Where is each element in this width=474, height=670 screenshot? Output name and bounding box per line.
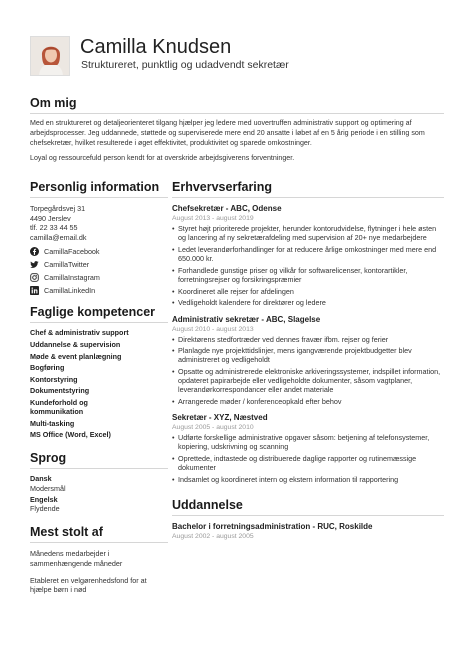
education-degree: Bachelor i forretningsadministration - RUC, Roskilde [172, 522, 373, 532]
skill-item: Multi-tasking [30, 418, 75, 428]
social-facebook[interactable] [30, 245, 168, 258]
section-divider [172, 515, 444, 516]
social-linkedin[interactable] [30, 284, 168, 297]
left-column [30, 180, 168, 595]
job-bullet: • Direktørens stedfortræder ved dennes fravær ifbm. rejser og ferier [172, 335, 444, 344]
skills-list [30, 328, 168, 439]
about-title: Om mig [30, 96, 77, 110]
proud-item: Etableret en velgørenhedsfond for at hjælpe børn i nød [30, 575, 147, 595]
job-entry [172, 315, 444, 407]
proud-title: Mest stolt af [30, 525, 103, 540]
skill-item: Kundeforhold og kommunikation [30, 397, 88, 417]
section-divider [30, 197, 168, 198]
email-address[interactable]: camilla@email.dk [30, 232, 87, 242]
social-twitter[interactable] [30, 258, 168, 271]
language-entry [30, 474, 168, 492]
language-level: Flydende [30, 503, 60, 513]
education-entry [172, 522, 444, 541]
resume-header [30, 36, 450, 80]
section-divider [172, 197, 444, 198]
job-bullet: • Opsatte og administrerede elektroniske arkiveringssystemer, indspillet information, opdateret papirarbejde eller vedligeholdte dokumenter, såsom vagtplaner, leverandørkorrespondancer eller andet materiale [172, 367, 444, 394]
social-label: CamillaFacebook [44, 247, 100, 257]
section-divider [30, 113, 444, 114]
headline: Struktureret, punktlig og udadvendt sekretær [81, 59, 289, 71]
personal-info-title: Personlig information [30, 180, 160, 194]
job-bullet: • Styret højt prioriterede projekter, herunder kontorudvidelse, flytninger i hele østen og lancering af ny sekretærafdeling med supervision af 20+ nye medarbejdere [172, 224, 444, 242]
about-paragraph: Med en struktureret og detaljeorienteret tilgang hjælper jeg ledere med uovertruffen administrativ support og optimering af arbejdsprocesser. Jeg uddannede, støttede og superviserede mere end 20 ansatte i løbet af en 5 årig periode i en stilling som chefsekretær, hvilket resulterede i øget effektivitet, produktivitet og sparede omkostninger. [30, 119, 425, 147]
skill-item: Kontorstyring [30, 374, 78, 384]
job-title: Administrativ sekretær - ABC, Slagelse [172, 314, 321, 324]
address-street: Torpegårdsvej 31 [30, 204, 86, 213]
job-bullet: • Udførte forskellige administrative opgaver såsom: betjening af telefonsystemer, kopiering, udskrivning og scanning [172, 433, 444, 451]
social-label: CamillaInstagram [44, 273, 100, 283]
section-divider [30, 468, 168, 469]
job-bullet: • Forhandlede gunstige priser og vilkår for softwarelicenser, kontorartikler, forretningsrejser og forsikringspræmier [172, 266, 444, 284]
skill-item: Bogføring [30, 363, 65, 373]
proud-item: Månedens medarbejder i sammenhængende måneder [30, 549, 123, 568]
profile-photo [30, 36, 70, 76]
education-title: Uddannelse [172, 498, 243, 513]
full-name: Camilla Knudsen [80, 36, 232, 58]
job-date: August 2013 - august 2019 [172, 215, 254, 222]
job-bullets [172, 224, 444, 308]
instagram-icon [30, 273, 39, 282]
social-label: CamillaLinkedIn [44, 286, 96, 296]
job-bullet: • Indsamlet og koordineret intern og ekstern information til rapportering [172, 475, 444, 484]
section-divider [30, 542, 168, 543]
proud-list [30, 549, 168, 595]
language-level: Modersmål [30, 483, 66, 493]
language-name: Dansk [30, 474, 52, 484]
skill-item: Dokumentstyring [30, 386, 90, 396]
languages-list [30, 474, 168, 513]
skill-item: Møde & event planlægning [30, 351, 122, 361]
job-title: Sekretær - XYZ, Næstved [172, 413, 268, 423]
job-bullet: • Oprettede, indtastede og distribuerede daglige rapporter og rutinemæssige dokumenter [172, 454, 444, 472]
about-paragraph: Loyal og ressourcefuld person kendt for at overskride arbejdsgiverens forventninger. [30, 154, 295, 163]
language-entry [30, 495, 168, 513]
job-bullet: • Planlagde nye projekttidslinjer, mens igangværende projektbudgetter blev administreret og vedligeholdt [172, 346, 444, 364]
languages-title: Sprog [30, 451, 67, 466]
social-label: CamillaTwitter [44, 260, 90, 270]
job-bullet: • Koordineret alle rejser for afdelingen [172, 287, 444, 296]
skill-item: Uddannelse & supervision [30, 339, 121, 349]
job-date: August 2005 - august 2010 [172, 424, 254, 432]
job-entry [172, 413, 444, 484]
phone-number: tlf. 22 33 44 55 [30, 223, 78, 233]
job-bullets [172, 433, 444, 484]
skills-section [30, 305, 168, 439]
job-date: August 2010 - august 2013 [172, 325, 254, 333]
job-entry [172, 204, 444, 308]
language-name: Engelsk [30, 494, 58, 504]
job-bullets [172, 335, 444, 407]
education-section [172, 498, 444, 541]
skill-item: Chef & administrativ support [30, 328, 129, 338]
proud-section [30, 525, 168, 595]
languages-section [30, 451, 168, 513]
right-column [172, 180, 444, 541]
job-bullet: • Vedligeholdt kalendere for direktører og ledere [172, 298, 444, 307]
experience-title: Erhvervserfaring [172, 180, 273, 194]
address-city: 4490 Jerslev [30, 213, 71, 223]
contact-info [30, 204, 168, 242]
job-bullet: • Ledet leverandørforhandlinger for at reducere årlige omkostninger med mere end 650.000 kr. [172, 245, 444, 263]
facebook-icon [30, 247, 39, 256]
job-title: Chefsekretær - ABC, Odense [172, 204, 282, 213]
profile-photo-image [31, 37, 70, 76]
linkedin-icon [30, 286, 39, 295]
job-bullet: • Arrangerede møder / konferenceopkald efter behov [172, 397, 444, 406]
skill-item: MS Office (Word, Excel) [30, 430, 111, 440]
education-date: August 2002 - august 2005 [172, 533, 254, 541]
social-instagram[interactable] [30, 271, 168, 284]
about-section [30, 96, 444, 164]
skills-title: Faglige kompetencer [30, 305, 156, 320]
section-divider [30, 322, 168, 323]
social-links [30, 245, 168, 297]
twitter-icon [30, 260, 39, 269]
